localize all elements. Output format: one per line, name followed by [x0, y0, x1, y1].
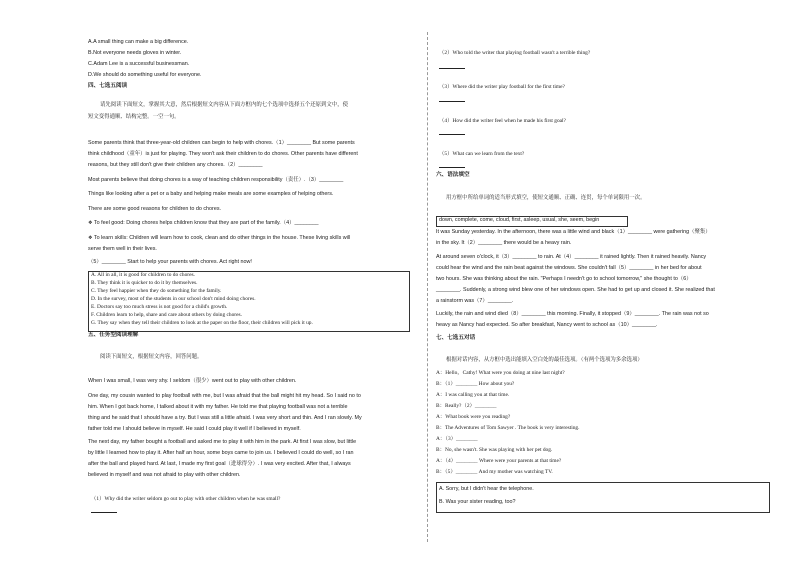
passage-line: ❖ To learn skills: Children will learn how to cook, clean and do other things in the house. These living skills will [88, 235, 351, 241]
passage-line: father told me I should believe in myself. He said I could play it well if I believed in myself. [88, 426, 301, 432]
choice-item: A. All in all, it is good for children to do chores. [91, 272, 195, 278]
choice-item: C. They feel happier when they do something for the family. [91, 288, 222, 294]
answer-blank-5[interactable] [439, 167, 465, 168]
dialogue-line: A：What book were you reading? [436, 414, 511, 420]
choice-item: D. In the survey, most of the students in our school don't mind doing chores. [91, 296, 256, 302]
instruction-line: 阅读下面短文，根据短文内容，回答问题。 [100, 354, 203, 360]
dialogue-line: A：（4）________ Where were your parents at that time? [436, 458, 562, 464]
choice-item: F. Children learn to help, share and care about others by doing chores. [91, 312, 242, 318]
passage-line: after the ball and played hard. At last, I made my first goal（进球得分）. I was very excited. After that, I always [88, 461, 351, 467]
dialogue-choice: B. Was your sister reading, too? [439, 499, 516, 505]
word-bank: down, complete, come, cloud, first, asleep, usual, she, seem, begin [439, 217, 600, 223]
dialogue-line: A：（3）________ [436, 436, 478, 442]
bullet-icon: ❖ [88, 235, 93, 241]
passage-line: thing and he said that I should have a try. But I was still a little afraid. I was very short and thin. And I ran slowly. My [88, 415, 362, 421]
question-2: （2）Who told the writer that playing football wasn't a terrible thing? [439, 50, 591, 56]
passage-line: Luckily, the rain and wind died（8）________ this morning. Finally, it stopped（9）________. The rain was not so [436, 311, 709, 317]
passage-line: believed in myself and was not afraid to play with other children. [88, 472, 241, 478]
option-line: A.A small thing can make a big difference. [88, 39, 189, 45]
passage-line: heavy as Nancy had expected. So after breakfast, Nancy went to school as（10）________. [436, 322, 658, 328]
passage-line: could hear the wind and the rain beat against the windows. She couldn't fall（5）________ in her bed for about [436, 265, 702, 271]
passage-line: The next day, my father bought a football and asked me to play it with him in the park. At first I was slow, but little [88, 439, 357, 445]
bullet-icon: ❖ [88, 220, 93, 226]
question-4: （4）How did the writer feel when he made his first goal? [439, 118, 566, 124]
question-1: （1）Why did the writer seldom go out to play with other children when he was small? [91, 496, 281, 502]
dialogue-line: B：The Adventures of Tom Sawyer . The book is very interesting. [436, 425, 580, 431]
answer-blank-1[interactable] [91, 512, 117, 513]
dialogue-line: B：Really?（2）________ [436, 403, 497, 409]
instruction-line: 请先阅读下面短文，掌握其大意，然后根据短文内容从下面方框内的七个选项中选择五个还原到文中，使 [100, 102, 348, 108]
column-divider [427, 32, 428, 542]
passage-line: in the sky. It（2）________ there would be a heavy rain. [436, 240, 572, 246]
option-line: D.We should do something useful for everyone. [88, 72, 202, 78]
passage-line: two hours. She was thinking about the rain. "Perhaps I needn't go to school tomorrow," she thought to（6） [436, 276, 692, 282]
instruction-line: 根据对话内容，从方框中选出能填入空白处的最佳选项。（有两个选项为多余选项） [446, 357, 643, 363]
dialogue-line: B：（5）________ And my mother was watching TV. [436, 469, 553, 475]
answer-blank-2[interactable] [439, 68, 465, 69]
choice-item: G. They say when they tell their children to look at the paper on the floor, their children will pick it up. [91, 320, 313, 326]
passage-line: serve them well in their lives. [88, 246, 157, 252]
passage-line: Some parents think that three-year-old children can begin to help with chores.（1）________ But some parents [88, 140, 355, 146]
choice-item: B. They think it is quicker to do it by themselves. [91, 280, 198, 286]
dialogue-choice: A. Sorry, but I didn't hear the telephone. [439, 486, 534, 492]
passage-line: by little I learned how to play it. After half an hour, some boys came to join us. I believed I could do well, so I ran [88, 450, 354, 456]
question-3: （3）Where did the writer play football for the first time? [439, 84, 565, 90]
option-line: B.Not everyone needs gloves in winter. [88, 50, 182, 56]
passage-line: ________. Suddenly, a strong wind blew one of her windows open. She had to get up and closed it. She realized that [436, 287, 715, 293]
option-line: C.Adam Lee is a successful businessman. [88, 61, 190, 67]
answer-blank-4[interactable] [439, 134, 465, 135]
dialogue-line: A：Hello，Cathy! What were you doing at nine last night? [436, 370, 565, 376]
section-heading: 七、七选五对话 [436, 335, 476, 341]
question-5: （5）What can we learn from the text? [439, 151, 525, 157]
answer-blank-3[interactable] [439, 101, 465, 102]
dialogue-line: B：（1）________ How about you? [436, 381, 515, 387]
dialogue-line: A：I was calling you at that time. [436, 392, 510, 398]
passage-line: （5）________ Start to help your parents with chores. Act right now! [88, 259, 252, 265]
passage-line: think childhood（童年）is just for playing. They won't ask their children to do chores. Other parents have different [88, 151, 358, 157]
passage-line: There are some good reasons for children to do chores. [88, 206, 222, 212]
passage-line: ❖ To feel good: Doing chores helps children know that they are part of the family.（4）________ [88, 220, 319, 226]
passage-line: a rainstorm was（7）________. [436, 298, 514, 304]
section-heading: 五、任务型阅读理解 [88, 332, 139, 338]
passage-line: reasons, but they still don't give their children any chores.（2）________ [88, 162, 263, 168]
section-heading: 四、七选五阅读 [88, 83, 128, 89]
passage-line: Most parents believe that doing chores is a way of teaching children responsibility（责任）.（3）________ [88, 177, 344, 183]
choice-item: E. Doctors say too much stress is not good for a child's growth. [91, 304, 228, 310]
passage-line: It was Sunday yesterday. In the afternoon, there was a little wind and black（1）________ were gathering（聚集） [436, 229, 711, 235]
dialogue-line: B：No, she wasn't. She was playing with her pet dog. [436, 447, 553, 453]
passage-line: One day, my cousin wanted to play football with me, but I was afraid that the ball might hit my head. So I said no to [88, 393, 361, 399]
passage-line: him. When I got back home, I talked about it with my father. He told me that playing football was not a terrible [88, 404, 348, 410]
passage-line: Things like looking after a pet or a baby and helping make meals are some examples of helping others. [88, 191, 334, 197]
section-heading: 六、语法填空 [436, 172, 470, 178]
instruction-line: 用方框中所给单词的适当形式填空，使短文通顺、正确、连贯，每个单词限用一次。 [446, 195, 646, 201]
passage-line: At around seven o'clock, it（3）________ to rain. At（4）________ it rained lightly. Then it rained heavily. Nancy [436, 254, 707, 260]
instruction-line: 短文变得通顺、结构完整。一空一句。 [88, 114, 180, 120]
passage-line: When I was small, I was very shy. I seldom（很少）went out to play with other children. [88, 378, 297, 384]
